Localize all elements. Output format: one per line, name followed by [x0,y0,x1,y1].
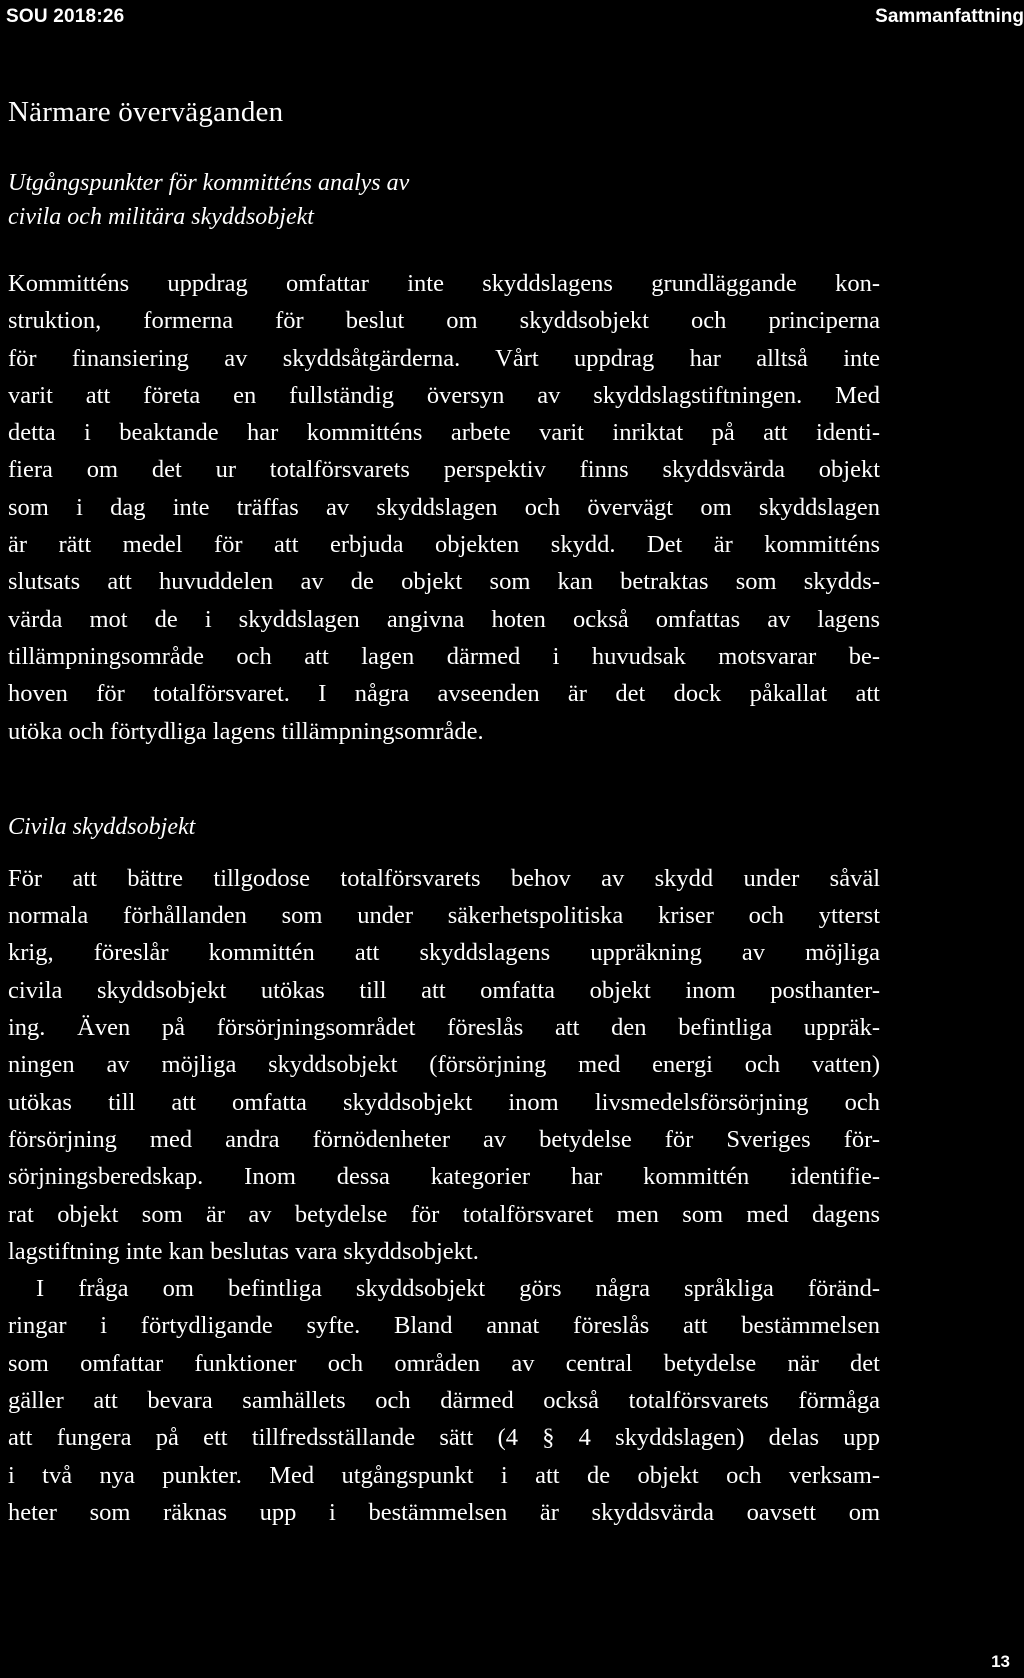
chapter-name: Sammanfattning [875,6,1024,27]
paragraph-civil-proposals [8,860,880,1270]
text-line: För att bättre tillgodose totalförsvarets behov av skydd under såväl [8,864,880,892]
paragraph-commission-mandate [8,265,880,750]
text-line: varit att företa en fullständig översyn av skyddslagstiftningen. Med [8,381,880,409]
text-line: fiera om det ur totalförsvarets perspektiv finns skyddsvärda objekt [8,456,880,484]
text-line: krig, föreslår kommittén att skyddslagens uppräkning av möjliga [8,939,880,967]
text-line: detta i beaktande har kommitténs arbete varit inriktat på att identi- [8,419,880,447]
report-number: SOU 2018:26 [6,6,125,27]
paragraph-existing-objects [8,1270,880,1531]
subsection-heading-civil-objects [8,810,880,844]
text-line: värda mot de i skyddslagen angivna hoten också omfattas av lagens [8,605,880,633]
page-content [8,95,880,1531]
text-line: i två nya punkter. Med utgångspunkt i att de objekt och verksam- [8,1461,880,1489]
text-line: för finansiering av skyddsåtgärderna. Vårt uppdrag har alltså inte [8,344,880,372]
text-line: ringar i förtydligande syfte. Bland annat föreslås att bestämmelsen [8,1312,880,1340]
heading-line: Utgångspunkter för kommitténs analys av [8,170,410,196]
text-line: hoven för totalförsvaret. I några avseenden är det dock påkallat att [8,680,880,708]
text-line: är rätt medel för att erbjuda objekten skydd. Det är kommitténs [8,531,880,559]
text-line: som omfattar funktioner och områden av central betydelse när det [8,1349,880,1377]
text-line: lagstiftning inte kan beslutas vara skyddsobjekt. [8,1237,479,1265]
text-line: slutsats att huvuddelen av de objekt som kan betraktas som skydds- [8,568,880,596]
text-line: ing. Även på försörjningsområdet föreslås att den befintliga uppräk- [8,1014,880,1042]
text-line: att fungera på ett tillfredsställande sätt (4 § 4 skyddslagen) delas upp [8,1424,880,1452]
text-line: rat objekt som är av betydelse för totalförsvaret men som med dagens [8,1200,880,1228]
text-line: civila skyddsobjekt utökas till att omfatta objekt inom posthanter- [8,976,880,1004]
text-line: som i dag inte träffas av skyddslagen och övervägt om skyddslagen [8,493,880,521]
subsection-heading-starting-points [8,166,880,234]
heading-line: civila och militära skyddsobjekt [8,204,314,230]
page-number: 13 [991,1652,1010,1671]
running-header [0,0,1024,34]
heading-line: Civila skyddsobjekt [8,813,196,840]
text-line: Kommitténs uppdrag omfattar inte skyddslagens grundläggande kon- [8,270,880,297]
text-line: struktion, formerna för beslut om skyddsobjekt och principerna [8,307,880,335]
text-line: sörjningsberedskap. Inom dessa kategorier har kommittén identifie- [8,1163,880,1191]
text-line: försörjning med andra förnödenheter av betydelse för Sveriges för- [8,1125,880,1153]
text-line: utökas till att omfatta skyddsobjekt inom livsmedelsförsörjning och [8,1088,880,1116]
text-line: I fråga om befintliga skyddsobjekt görs några språkliga föränd- [36,1275,880,1303]
section-title: Närmare överväganden [8,96,284,128]
text-line: tillämpningsområde och att lagen därmed i huvudsak motsvarar be- [8,642,880,670]
text-line: ningen av möjliga skyddsobjekt (försörjning med energi och vatten) [8,1051,880,1079]
text-line: normala förhållanden som under säkerhetspolitiska kriser och ytterst [8,902,880,930]
text-line: gäller att bevara samhällets och därmed också totalförsvarets förmåga [8,1387,880,1415]
text-line: heter som räknas upp i bestämmelsen är skyddsvärda oavsett om [8,1498,880,1526]
text-line: utöka och förtydliga lagens tillämpningsområde. [8,717,484,745]
